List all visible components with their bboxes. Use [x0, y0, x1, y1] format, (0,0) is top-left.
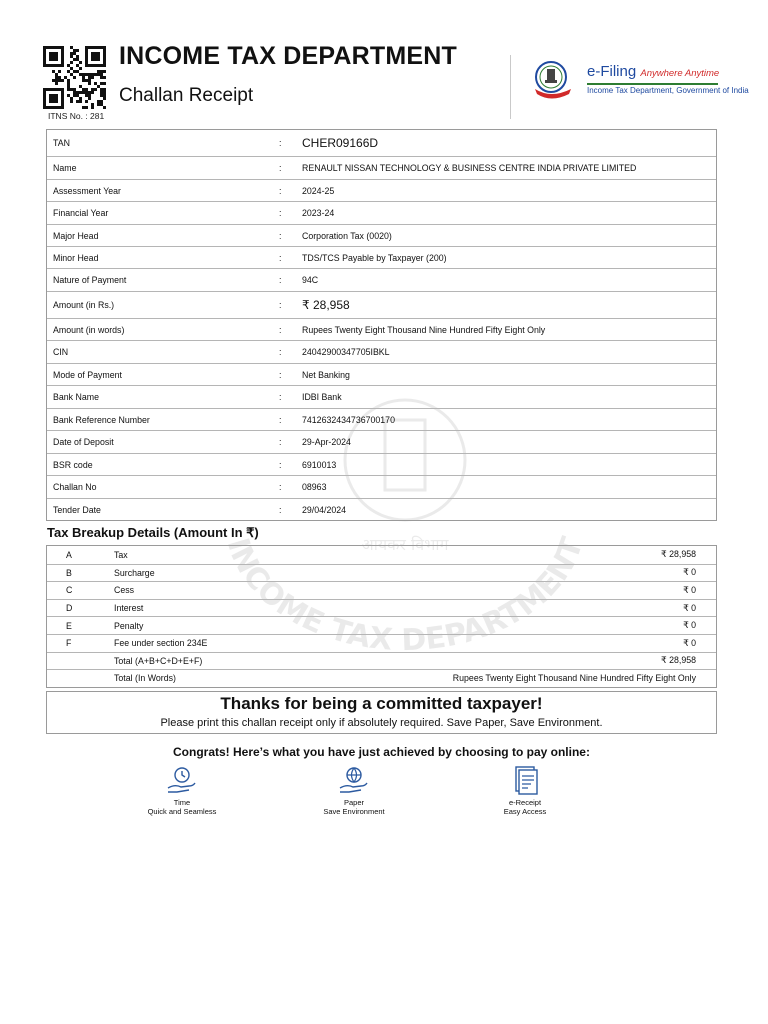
benefit-time [127, 766, 237, 816]
globe-hand-icon [337, 766, 371, 796]
benefit-paper [299, 766, 409, 816]
benefit-subtitle: Save Environment [323, 807, 385, 816]
tax-row-label: Surcharge [114, 567, 155, 578]
congrats-heading: Congrats! Here’s what you have just achieved by choosing to pay online: [173, 745, 590, 759]
detail-row [47, 498, 716, 520]
detail-row [47, 201, 716, 224]
tax-row-label: Total (A+B+C+D+E+F) [114, 655, 203, 666]
detail-label: CIN [53, 347, 69, 357]
detail-label: Nature of Payment [53, 275, 127, 285]
itns-number: ITNS No. : 281 [48, 111, 105, 121]
thanks-title: Thanks for being a committed taxpayer! [220, 694, 543, 713]
detail-label: BSR code [53, 459, 93, 470]
tax-row [47, 669, 716, 687]
detail-separator: : [279, 324, 282, 335]
department-name: Income Tax Department, Government of India [587, 86, 749, 95]
detail-value: Rupees Twenty Eight Thousand Nine Hundred Fifty Eight Only [302, 324, 546, 335]
detail-value: 94C [302, 275, 319, 285]
tax-row-label: Penalty [114, 620, 144, 631]
logo-rule [587, 83, 718, 85]
tax-row [47, 616, 716, 634]
detail-separator: : [279, 414, 282, 425]
clock-hand-icon [165, 766, 199, 796]
detail-separator: : [279, 163, 282, 173]
thanks-subtitle: Please print this challan receipt only if absolutely required. Save Paper, Save Environment. [160, 717, 603, 729]
detail-separator: : [279, 138, 282, 148]
detail-row [47, 130, 716, 156]
tax-row [47, 564, 716, 582]
detail-value: 29/04/2024 [302, 504, 347, 515]
detail-label: Mode of Payment [53, 369, 122, 380]
tax-row-label: Cess [114, 585, 135, 596]
detail-label: Name [53, 163, 77, 173]
detail-row [47, 291, 716, 318]
benefit-ereceipt [470, 766, 580, 816]
detail-label: TAN [53, 138, 70, 148]
detail-label: Challan No [53, 482, 97, 492]
detail-value: CHER09166D [302, 136, 379, 150]
detail-row [47, 156, 716, 179]
tax-row-amount: ₹ 0 [683, 637, 696, 648]
tax-row-amount: Rupees Twenty Eight Thousand Nine Hundred Fifty Eight Only [452, 673, 696, 684]
detail-row [47, 453, 716, 475]
detail-separator: : [279, 208, 282, 218]
challan-details-table [46, 129, 717, 521]
detail-separator: : [279, 504, 282, 515]
detail-separator: : [279, 275, 282, 285]
benefit-title: e-Receipt [508, 798, 542, 807]
detail-label: Minor Head [53, 252, 99, 263]
receipt-icon [508, 766, 542, 796]
detail-separator: : [279, 252, 282, 263]
tax-row-code: D [66, 603, 73, 614]
tax-row-code: B [66, 567, 72, 578]
detail-separator: : [279, 437, 282, 447]
detail-row [47, 268, 716, 291]
tax-row [47, 652, 716, 670]
detail-separator: : [279, 230, 282, 241]
detail-value: 2024-25 [302, 185, 335, 196]
detail-row [47, 340, 716, 363]
detail-value: 2023-24 [302, 208, 335, 218]
detail-row [47, 363, 716, 385]
detail-row [47, 475, 716, 498]
page-subtitle: Challan Receipt [119, 85, 254, 106]
benefit-subtitle: Quick and Seamless [147, 807, 217, 816]
page-title: INCOME TAX DEPARTMENT [119, 42, 457, 70]
detail-row [47, 179, 716, 201]
tax-row-label: Fee under section 234E [114, 638, 208, 649]
detail-separator: : [279, 459, 282, 470]
tax-row-amount: ₹ 0 [683, 584, 696, 595]
efiling-tagline: Anywhere Anytime [640, 68, 720, 79]
detail-separator: : [279, 482, 282, 492]
detail-separator: : [279, 300, 282, 310]
efiling-brand: e-Filing [587, 63, 637, 80]
tax-row-amount: ₹ 0 [683, 602, 696, 613]
benefit-subtitle: Easy Access [503, 807, 547, 816]
detail-label: Tender Date [53, 504, 101, 515]
detail-label: Amount (in Rs.) [53, 300, 115, 310]
detail-value: TDS/TCS Payable by Taxpayer (200) [302, 252, 447, 263]
qr-code [43, 46, 106, 109]
detail-value: Net Banking [302, 369, 350, 380]
detail-label: Date of Deposit [53, 437, 114, 447]
detail-value: 7412632434736700170 [302, 414, 395, 425]
tax-breakup-title: Tax Breakup Details (Amount In ₹) [47, 525, 259, 540]
tax-row-code: C [66, 585, 73, 596]
tax-row [47, 599, 716, 617]
tax-breakup-table [46, 545, 717, 688]
detail-separator: : [279, 185, 282, 196]
emblem-logo-icon [531, 59, 583, 99]
detail-label: Bank Reference Number [53, 414, 150, 425]
detail-label: Bank Name [53, 392, 99, 402]
header-divider [510, 55, 511, 119]
tax-row-amount: ₹ 28,958 [661, 549, 696, 560]
tax-row-label: Interest [114, 603, 144, 614]
detail-value: Corporation Tax (0020) [302, 230, 392, 241]
tax-row [47, 634, 716, 652]
detail-separator: : [279, 392, 282, 402]
detail-row [47, 318, 716, 340]
tax-row [47, 546, 716, 564]
watermark-text: INCOME TAX DEPARTMENT [219, 533, 591, 659]
detail-label: Assessment Year [53, 185, 121, 196]
detail-row [47, 385, 716, 408]
detail-value: RENAULT NISSAN TECHNOLOGY & BUSINESS CENTRE INDIA PRIVATE LIMITED [302, 163, 637, 173]
detail-separator: : [279, 347, 282, 357]
detail-label: Major Head [53, 230, 99, 241]
detail-value: ₹ 28,958 [302, 298, 350, 312]
detail-row [47, 408, 716, 430]
tax-row-amount: ₹ 0 [683, 567, 696, 578]
detail-row [47, 224, 716, 246]
tax-row-code: E [66, 620, 72, 631]
detail-row [47, 246, 716, 268]
tax-row-label: Tax [114, 549, 128, 560]
tax-row-code: A [66, 549, 72, 560]
benefit-title: Paper [343, 798, 364, 807]
detail-value: IDBI Bank [302, 392, 342, 402]
detail-value: 29-Apr-2024 [302, 437, 351, 447]
tax-row-amount: ₹ 28,958 [661, 655, 696, 666]
watermark-motto: आयकर विभाग [361, 535, 449, 554]
detail-value: 6910013 [302, 459, 337, 470]
tax-row-label: Total (In Words) [114, 673, 176, 684]
detail-label: Amount (in words) [53, 324, 125, 335]
thanks-box [46, 691, 717, 734]
detail-separator: : [279, 369, 282, 380]
efiling-logo-text [587, 63, 719, 80]
detail-row [47, 430, 716, 453]
tax-row-code: F [66, 638, 72, 649]
tax-row-amount: ₹ 0 [683, 620, 696, 631]
detail-label: Financial Year [53, 208, 109, 218]
tax-row [47, 581, 716, 599]
benefit-title: Time [173, 798, 191, 807]
detail-value: 24042900347705IBKL [302, 347, 390, 357]
detail-value: 08963 [302, 482, 327, 492]
